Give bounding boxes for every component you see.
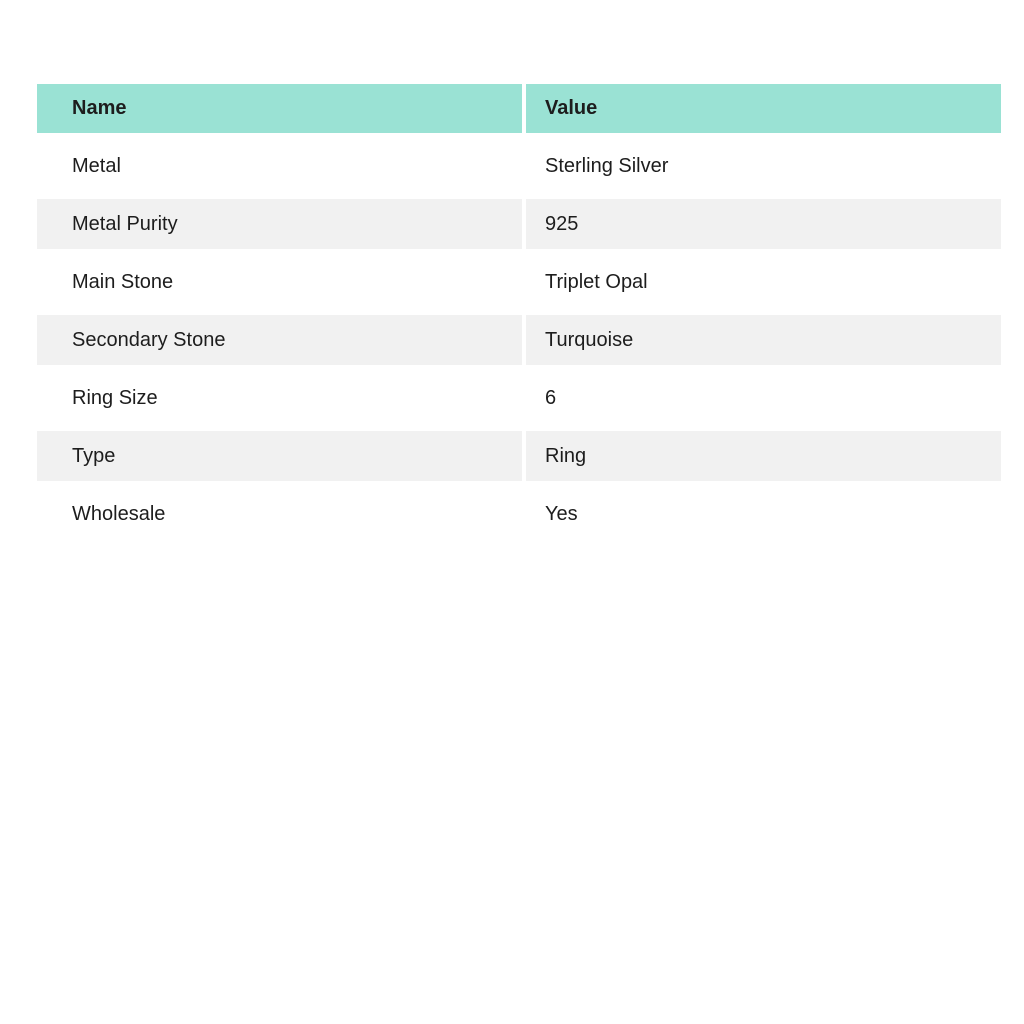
attribute-value-cell: Yes [526, 489, 1001, 539]
attribute-name-cell: Wholesale [37, 489, 522, 539]
table-row [37, 315, 1001, 365]
attribute-name-cell: Metal Purity [37, 199, 522, 249]
attribute-value-cell: Turquoise [526, 315, 1001, 365]
table-row [37, 489, 1001, 539]
table-row [37, 141, 1001, 191]
attribute-name-cell: Main Stone [37, 257, 522, 307]
table-row [37, 373, 1001, 423]
attribute-name-cell: Metal [37, 141, 522, 191]
attribute-value-cell: 6 [526, 373, 1001, 423]
column-header-value: Value [526, 84, 1001, 133]
column-header-name: Name [37, 84, 522, 133]
table-row [37, 199, 1001, 249]
attributes-table [33, 76, 1005, 547]
attribute-value-cell: 925 [526, 199, 1001, 249]
attribute-value-cell: Sterling Silver [526, 141, 1001, 191]
table-header-row [37, 84, 1001, 133]
attribute-name-cell: Type [37, 431, 522, 481]
table-row [37, 257, 1001, 307]
table-row [37, 431, 1001, 481]
attribute-name-cell: Ring Size [37, 373, 522, 423]
attribute-value-cell: Triplet Opal [526, 257, 1001, 307]
attribute-name-cell: Secondary Stone [37, 315, 522, 365]
attribute-value-cell: Ring [526, 431, 1001, 481]
